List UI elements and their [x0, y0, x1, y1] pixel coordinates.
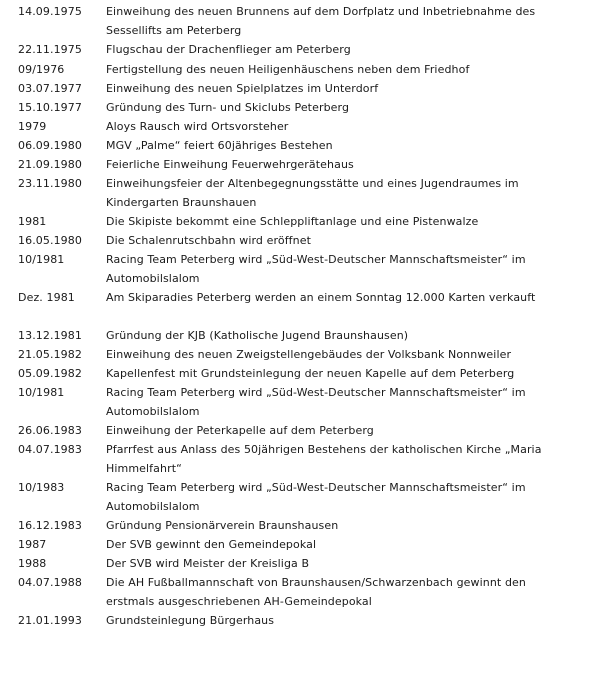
entry-date: Dez. 1981 — [18, 291, 75, 304]
entry-text: Einweihung des neuen Brunnens auf dem Dorfplatz und Inbetriebnahme des Sessellifts am Peterberg — [106, 5, 536, 37]
entry-date: 10/1983 — [18, 481, 65, 494]
entry-text: Feierliche Einweihung Feuerwehrgerätehaus — [106, 158, 354, 171]
entry-date: 13.12.1981 — [18, 329, 82, 342]
entry-text: Grundsteinlegung Bürgerhaus — [106, 614, 275, 627]
entry-text: Pfarrfest aus Anlass des 50jährigen Bestehens der katholischen Kirche „Maria Himmelfahrt“ — [106, 443, 542, 475]
entry-date: 16.12.1983 — [18, 519, 82, 532]
entry-date: 21.05.1982 — [18, 348, 82, 361]
entry-text: Der SVB gewinnt den Gemeindepokal — [106, 538, 317, 551]
entry-date: 1988 — [18, 557, 47, 570]
entry-text: Am Skiparadies Peterberg werden an einem Sonntag 12.000 Karten verkauft — [106, 291, 536, 304]
entry-date: 09/1976 — [18, 63, 65, 76]
entry-date: 1981 — [18, 215, 47, 228]
entry-date: 15.10.1977 — [18, 101, 82, 114]
entry-date: 21.01.1993 — [18, 614, 82, 627]
entry-date: 14.09.1975 — [18, 5, 82, 18]
entry-date: 26.06.1983 — [18, 424, 82, 437]
entry-text: Der SVB wird Meister der Kreisliga B — [106, 557, 310, 570]
entry-text: Einweihung des neuen Spielplatzes im Unterdorf — [106, 82, 379, 95]
entry-date: 10/1981 — [18, 386, 65, 399]
entry-text: Einweihungsfeier der Altenbegegnungsstätte und eines Jugendraumes im Kindergarten Braunshauen — [106, 177, 519, 209]
entry-date: 03.07.1977 — [18, 82, 82, 95]
entry-text: Gründung des Turn- und Skiclubs Peterberg — [106, 101, 350, 114]
entry-date: 1979 — [18, 120, 47, 133]
entry-text: Aloys Rausch wird Ortsvorsteher — [106, 120, 289, 133]
entry-date: 10/1981 — [18, 253, 65, 266]
entry-text: Einweihung des neuen Zweigstellengebäudes der Volksbank Nonnweiler — [106, 348, 512, 361]
entry-date: 06.09.1980 — [18, 139, 82, 152]
entry-date: 22.11.1975 — [18, 43, 82, 56]
entry-text: MGV „Palme“ feiert 60jähriges Bestehen — [106, 139, 333, 152]
entry-date: 04.07.1983 — [18, 443, 82, 456]
entry-date: 04.07.1988 — [18, 576, 82, 589]
entry-date: 1987 — [18, 538, 47, 551]
entry-text: Racing Team Peterberg wird „Süd-West-Deutscher Mannschaftsmeister“ im Automobilslalom — [106, 386, 526, 418]
entry-text: Racing Team Peterberg wird „Süd-West-Deutscher Mannschaftsmeister“ im Automobilslalom — [106, 253, 526, 285]
entry-text: Einweihung der Peterkapelle auf dem Peterberg — [106, 424, 374, 437]
entry-text: Die AH Fußballmannschaft von Braunshausen/Schwarzenbach gewinnt den erstmals ausgeschriebenen AH-Gemeindepokal — [106, 576, 526, 608]
entry-date: 23.11.1980 — [18, 177, 82, 190]
entry-date: 05.09.1982 — [18, 367, 82, 380]
entry-text: Die Skipiste bekommt eine Schleppliftanlage und eine Pistenwalze — [106, 215, 479, 228]
entry-text: Die Schalenrutschbahn wird eröffnet — [106, 234, 311, 247]
entry-text: Fertigstellung des neuen Heiligenhäuschens neben dem Friedhof — [106, 63, 470, 76]
entry-text: Gründung Pensionärverein Braunshausen — [106, 519, 339, 532]
entry-text: Racing Team Peterberg wird „Süd-West-Deutscher Mannschaftsmeister“ im Automobilslalom — [106, 481, 526, 513]
entry-date: 21.09.1980 — [18, 158, 82, 171]
entry-text: Kapellenfest mit Grundsteinlegung der neuen Kapelle auf dem Peterberg — [106, 367, 515, 380]
entry-text: Flugschau der Drachenflieger am Peterberg — [106, 43, 351, 56]
entry-date: 16.05.1980 — [18, 234, 82, 247]
entry-text: Gründung der KJB (Katholische Jugend Braunshausen) — [106, 329, 409, 342]
